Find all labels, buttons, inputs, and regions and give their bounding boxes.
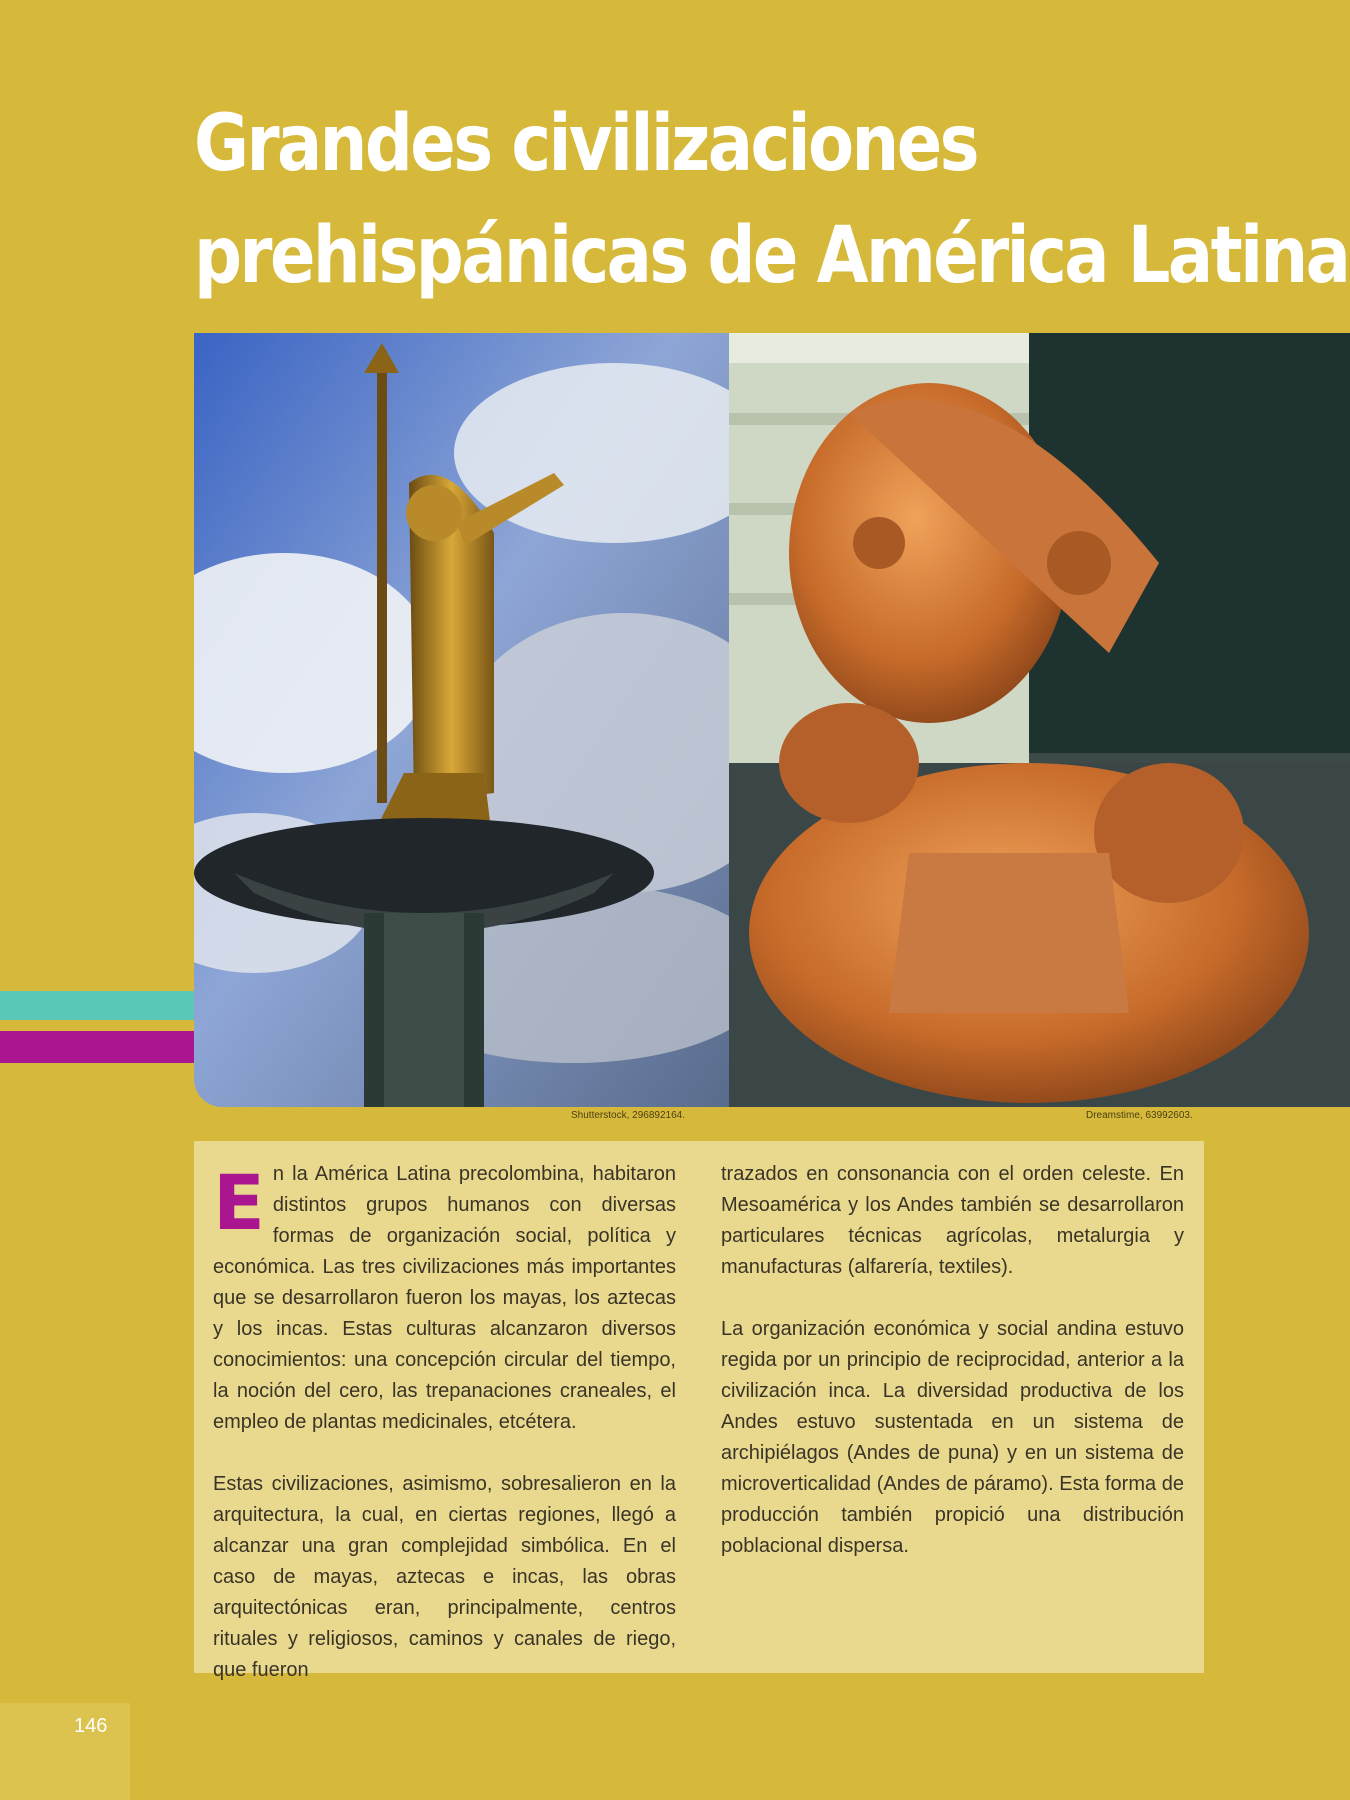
paragraph-architecture-part2: trazados en consonancia con el orden celeste. En Mesoamérica y los Andes también se desarrollaron particulares técnicas agrícolas, metalurgia y manufacturas (alfarería, textiles). — [721, 1163, 1184, 1278]
text-box — [194, 1141, 1204, 1681]
photo-credit-right: Dreamstime, 63992603. — [1086, 1110, 1193, 1121]
paragraph-andes: La organización económica y social andina estuvo regida por un principio de reciprocidad, anterior a la civilización inca. La diversidad productiva de los Andes estuvo sustentada en un sistema de archipiélagos (Andes de puna) y en un sistema de microverticalidad (Andes de páramo). Esta forma de producción también propició una distribución poblacional dispersa. — [721, 1318, 1184, 1557]
drop-cap: E — [213, 1158, 265, 1247]
inca-statue-photo — [194, 333, 729, 1107]
photo-credit-left: Shutterstock, 296892164. — [571, 1110, 685, 1121]
title-line-2: prehispánicas de América Latina — [194, 211, 1349, 301]
paragraph-intro-text: n la América Latina precolombina, habitaron distintos grupos humanos con diversas formas de organización social, política y económica. Las tres civilizaciones más importantes que se desarrollaron fueron los mayas, los aztecas y los incas. Estas culturas alcanzaron diversos conocimientos: una concepción circular del tiempo, la noción del cero, las trepanaciones craneales, el empleo de plantas medicinales, etcétera. — [213, 1163, 676, 1433]
teal-stripe — [0, 991, 196, 1020]
text-column-left — [213, 1159, 676, 1717]
page-title — [194, 88, 1349, 312]
photo-panel — [194, 333, 1350, 1107]
paragraph-intro — [213, 1159, 676, 1438]
page-number-box — [0, 1703, 130, 1800]
ceramic-figure-photo — [729, 333, 1350, 1107]
text-column-right — [721, 1159, 1184, 1593]
magenta-stripe — [0, 1031, 196, 1063]
title-line-1: Grandes civilizaciones — [194, 99, 977, 189]
page-number: 146 — [74, 1715, 108, 1737]
paragraph-architecture-part1: Estas civilizaciones, asimismo, sobresalieron en la arquitectura, la cual, en ciertas regiones, llegó a alcanzar una gran complejidad simbólica. En el caso de mayas, aztecas e incas, las obras arquitectónicas eran, principalmente, centros rituales y religiosos, caminos y canales de riego, que fueron — [213, 1473, 676, 1681]
